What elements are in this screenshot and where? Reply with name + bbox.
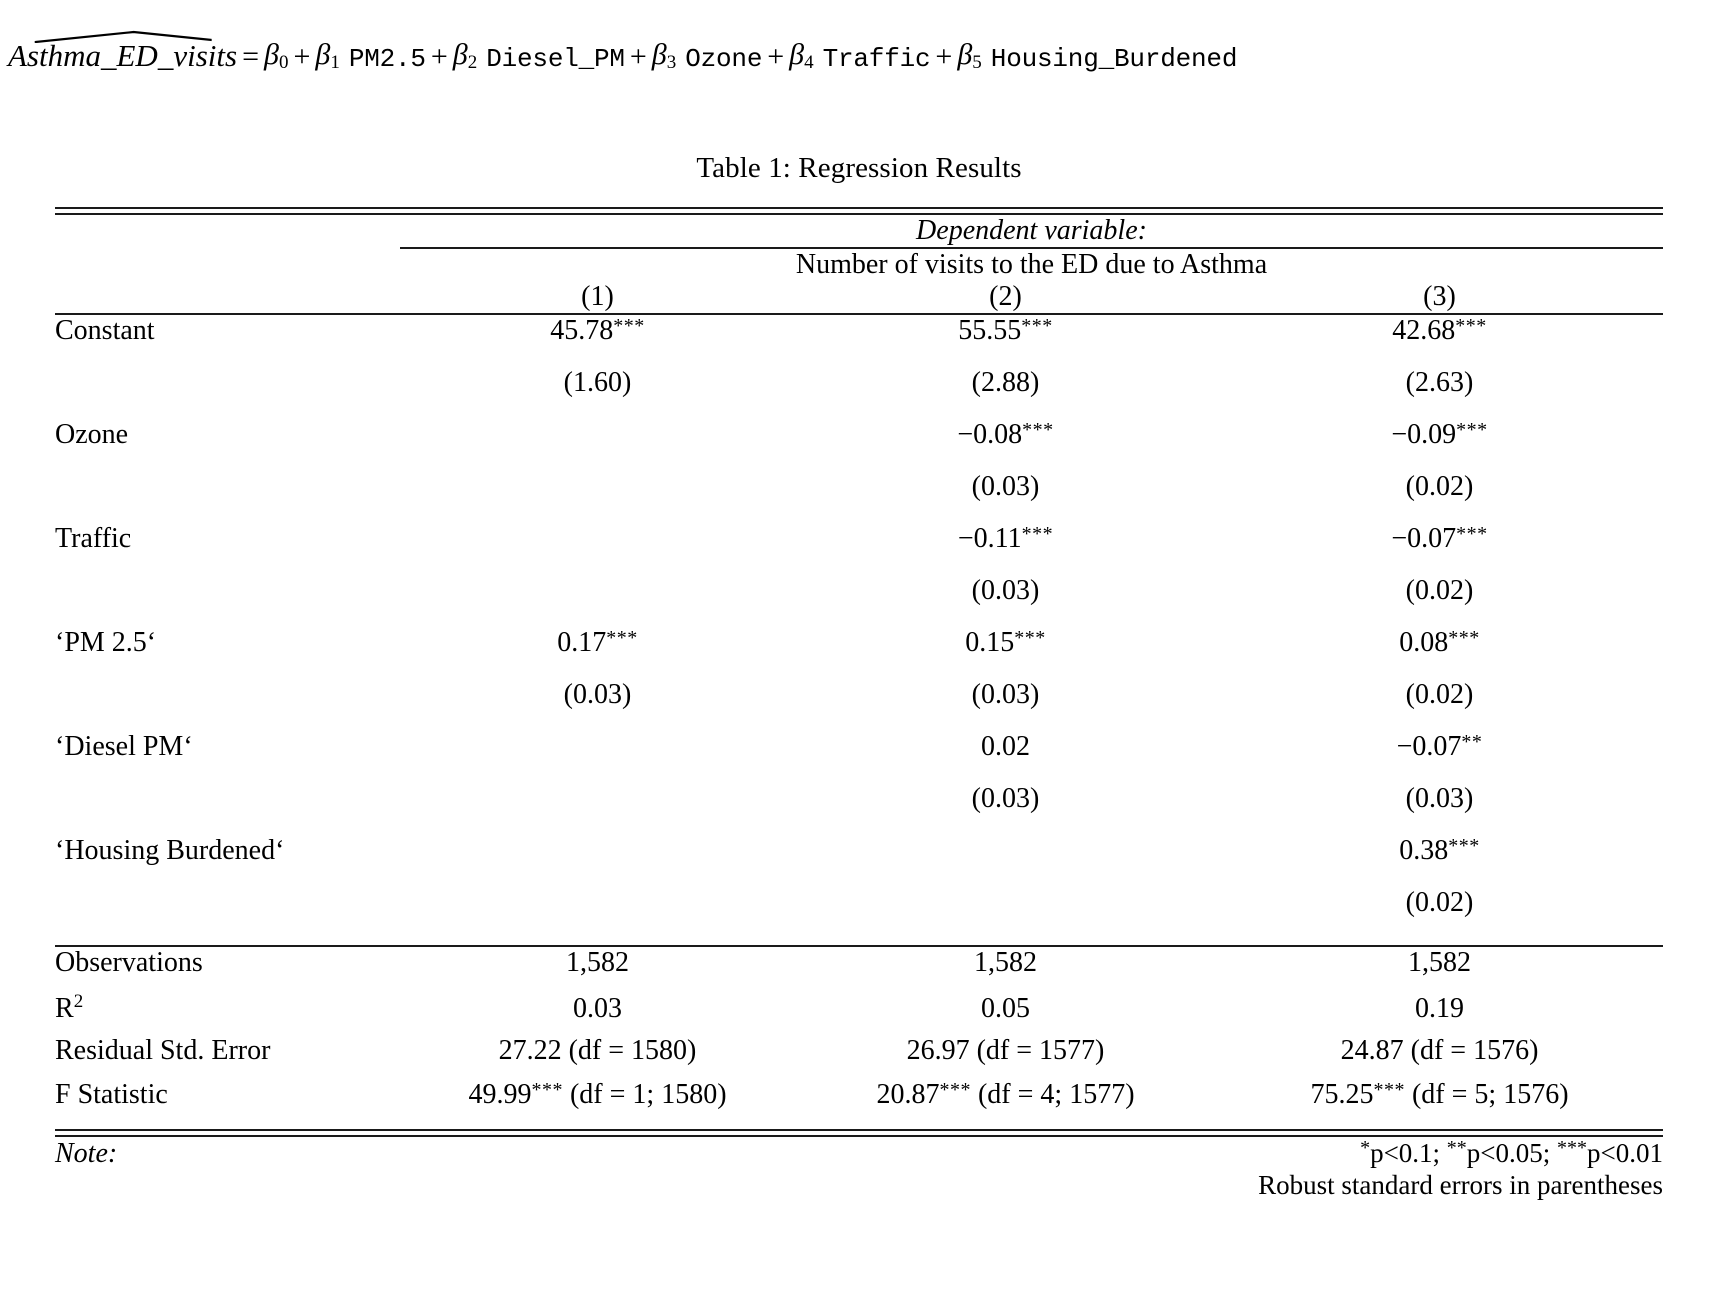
coef-housing-burdened-m2 [795,835,1216,887]
empty-cell [55,367,400,419]
significance-stars: *** [1456,523,1488,545]
table-row [55,523,1663,575]
se-diesel-pm-m1 [400,783,795,835]
dependent-variable-label: Dependent variable: [916,215,1147,246]
empty-cell [55,887,400,939]
f-statistic-m1: 49.99*** (df = 1; 1580) [468,1079,727,1110]
equation-beta0: $\beta_0$ [263,38,289,73]
se-housing-burdened-m3: (0.02) [1405,887,1474,918]
column-number-1: (1) [581,281,614,312]
significance-stars: *** [1456,419,1488,441]
significance-stars: *** [1455,315,1487,337]
table-row-statistic [55,1079,1663,1123]
se-traffic-m3: (0.02) [1405,575,1474,606]
coef-pm25-m3: 0.08*** [1399,627,1480,658]
body-stats-rule-cell [55,939,1663,947]
empty-cell [55,281,400,313]
significance-stars: *** [1448,835,1480,857]
residual-std-error-m2: 26.97 (df = 1577) [906,1035,1105,1066]
observations-m3: 1,582 [1408,947,1471,978]
model-equation [8,8,1716,72]
equation-plus-4: + [767,40,785,73]
se-traffic-m2: (0.03) [971,575,1040,606]
se-housing-burdened-m1 [400,887,795,939]
significance-stars: *** [606,627,638,649]
equation-var-diesel-pm: Diesel_PM [486,44,625,74]
significance-stars: *** [1448,627,1480,649]
se-pm25-m1: (0.03) [563,679,632,710]
equation-var-pm25: PM2.5 [348,44,426,74]
residual-std-error-m1: 27.22 (df = 1580) [498,1035,697,1066]
coef-pm25-m1: 0.17*** [557,627,638,658]
se-pm25-m3: (0.02) [1405,679,1474,710]
coef-housing-burdened-m1 [400,835,795,887]
equation-plus-1: + [293,40,311,73]
table-bottom-rule-cell [55,1123,1663,1137]
significance-stars: *** [1021,523,1054,545]
coef-diesel-pm-m1 [400,731,795,783]
column-number-2: (2) [989,281,1022,312]
table-row-se [55,679,1663,731]
r-squared-m3: 0.19 [1415,993,1464,1024]
se-constant-m1: (1.60) [563,367,632,398]
se-ozone-m1 [400,471,795,523]
significance-legend: *p<0.1; **p<0.05; ***p<0.01 [1360,1137,1664,1168]
se-pm25-m2: (0.03) [971,679,1040,710]
robust-se-note: Robust standard errors in parentheses [1258,1170,1664,1200]
row-label-pm25: ‘PM 2.5‘ [55,627,157,658]
empty-corner-cell [55,215,400,247]
table-bottom-double-rule [55,1129,1663,1137]
coef-traffic-m2: −0.11*** [957,523,1054,554]
table-row-statistic [55,991,1663,1035]
empty-cell [55,471,400,523]
table-row [55,419,1663,471]
row-label-traffic: Traffic [55,523,132,554]
equation-plus-5: + [935,40,953,73]
coef-constant-m2: 55.55*** [958,315,1053,346]
empty-cell [55,249,400,281]
row-label-ozone: Ozone [55,419,129,450]
significance-stars: *** [531,1079,563,1101]
dependent-variable-header-row [55,215,1663,247]
f-statistic-m2: 20.87*** (df = 4; 1577) [876,1079,1135,1110]
equation-var-traffic: Traffic [822,44,931,74]
column-number-row [55,281,1663,313]
equation-beta3: $\beta_3$ [651,38,677,73]
equation-beta2: $\beta_2$ [452,38,478,73]
se-diesel-pm-m3: (0.03) [1405,783,1474,814]
se-housing-burdened-m2 [795,887,1216,939]
equation-plus-2: + [430,40,448,73]
table-row [55,835,1663,887]
equation-equals: = [242,40,259,73]
regression-table [55,215,1663,1201]
table-caption: Table 1: Regression Results [696,152,1022,184]
coef-constant-m1: 45.78*** [550,315,645,346]
equation-beta1: $\beta_1$ [315,38,340,73]
note-label: Note: [55,1138,118,1169]
row-label-housing-burdened: ‘Housing Burdened‘ [55,835,285,866]
row-label-observations: Observations [55,947,203,978]
dependent-variable-name-row [55,249,1663,281]
empty-cell [55,783,400,835]
se-ozone-m3: (0.02) [1405,471,1474,502]
coef-traffic-m1 [400,523,795,575]
coef-diesel-pm-m2: 0.02 [981,731,1030,762]
coef-diesel-pm-m3: −0.07** [1396,731,1483,762]
se-constant-m2: (2.88) [971,367,1040,398]
coef-ozone-m3: −0.09*** [1391,419,1488,450]
se-constant-m3: (2.63) [1405,367,1474,398]
observations-m1: 1,582 [566,947,629,978]
row-label-residual-std-error: Residual Std. Error [55,1035,271,1066]
significance-stars: *** [613,315,645,337]
dependent-variable-hat-group [8,30,237,72]
significance-stars: *** [939,1079,971,1101]
r-squared-m2: 0.05 [981,993,1030,1024]
table-row-se [55,783,1663,835]
se-diesel-pm-m2: (0.03) [971,783,1040,814]
coef-pm25-m2: 0.15*** [965,627,1046,658]
se-traffic-m1 [400,575,795,627]
coef-traffic-m3: −0.07*** [1391,523,1488,554]
significance-stars: *** [1014,627,1046,649]
equation-plus-3: + [629,40,647,73]
row-label-constant: Constant [55,315,155,346]
table-note-row [55,1137,1663,1170]
body-stats-rule-row [55,939,1663,947]
equation-var-ozone: Ozone [685,44,763,74]
table-row [55,627,1663,679]
table-note-row-2 [55,1170,1663,1201]
empty-cell [55,575,400,627]
coef-ozone-m2: −0.08*** [957,419,1054,450]
table-row-statistic [55,1035,1663,1079]
row-label-diesel-pm: ‘Diesel PM‘ [55,731,193,762]
significance-stars: ** [1461,731,1483,753]
coef-constant-m3: 42.68*** [1392,315,1487,346]
observations-m2: 1,582 [974,947,1037,978]
significance-stars: *** [1373,1079,1405,1101]
coef-ozone-m1 [400,419,795,471]
row-label-f-statistic: F Statistic [55,1079,168,1110]
empty-cell [55,1170,400,1201]
empty-cell [55,679,400,731]
row-label-r-squared: $R^2$ [55,991,84,1024]
significance-stars: *** [1022,419,1054,441]
table-row [55,731,1663,783]
equation-dependent-variable: Asthma_ED_visits [8,38,238,73]
table-row-se [55,887,1663,939]
residual-std-error-m3: 24.87 (df = 1576) [1340,1035,1539,1066]
regression-table-container [55,152,1663,1201]
significance-stars: *** [1021,315,1053,337]
table-row-se [55,471,1663,523]
table-row-se [55,575,1663,627]
dependent-variable-name: Number of visits to the ED due to Asthma [795,249,1268,280]
equation-var-housing-burdened: Housing_Burdened [990,44,1238,74]
equation-beta4: $\beta_4$ [789,38,814,73]
f-statistic-m3: 75.25*** (df = 5; 1576) [1310,1079,1569,1110]
r-squared-m1: 0.03 [573,993,622,1024]
column-number-3: (3) [1423,281,1456,312]
table-row [55,315,1663,367]
coef-housing-burdened-m3: 0.38*** [1399,835,1480,866]
table-row-statistic [55,947,1663,991]
table-bottom-rule-row [55,1123,1663,1137]
equation-beta5: $\beta_5$ [957,38,982,73]
table-row-se [55,367,1663,419]
se-ozone-m2: (0.03) [971,471,1040,502]
table-top-double-rule [55,207,1663,215]
